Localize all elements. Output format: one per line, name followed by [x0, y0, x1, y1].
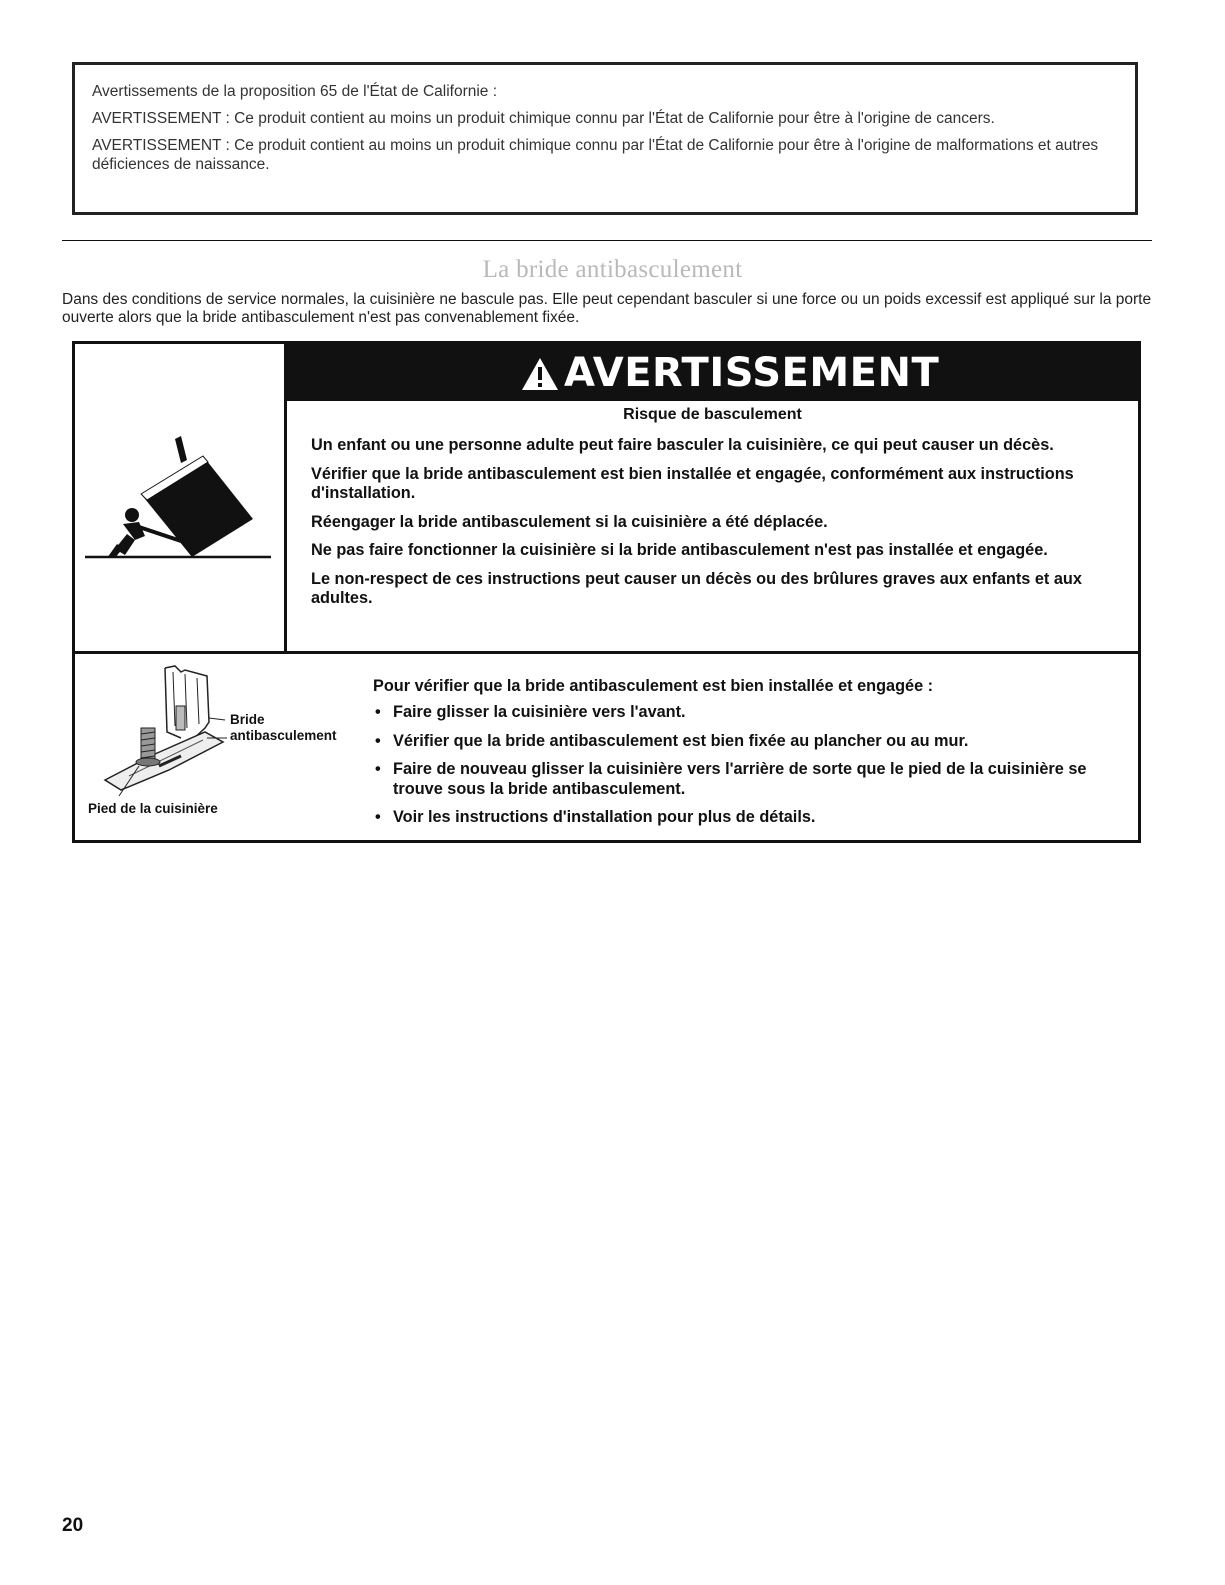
tip-over-child-range-icon: [75, 344, 284, 648]
bullet-icon: •: [375, 808, 381, 826]
section-title: La bride antibasculement: [482, 256, 743, 283]
warning-line: Un enfant ou une personne adulte peut faire basculer la cuisinière, ce qui peut causer un décès.: [311, 436, 1054, 454]
check-item: [373, 703, 1133, 723]
check-item-text: Faire glisser la cuisinière vers l'avant.: [393, 703, 686, 721]
foot-label: Pied de la cuisinière: [88, 801, 218, 816]
check-title: Pour vérifier que la bride antibasculement est bien installée et engagée :: [373, 677, 934, 695]
bracket-label-line-1: Bride: [230, 712, 265, 727]
warning-triangle-icon: [521, 357, 559, 391]
warning-line: Ne pas faire fonctionner la cuisinière si la bride antibasculement n'est pas installée et engagée.: [311, 541, 1048, 559]
anti-tip-bracket-icon: [85, 662, 235, 797]
warning-line: Vérifier que la bride antibasculement est bien installée et engagée, conformément aux instructions d'installation.: [311, 464, 1074, 502]
prop65-warning-box: [72, 62, 1138, 215]
section-divider: [62, 240, 1152, 241]
warning-lines: [311, 436, 1126, 618]
risk-title: Risque de basculement: [623, 406, 802, 423]
bullet-icon: •: [375, 760, 381, 778]
check-item: [373, 808, 1133, 828]
check-item-text: Voir les instructions d'installation pour plus de détails.: [393, 808, 816, 826]
check-item: [373, 732, 1133, 752]
warning-header: [287, 344, 1138, 401]
bullet-icon: •: [375, 703, 381, 721]
check-item: [373, 760, 1133, 799]
warning-line: Réengager la bride antibasculement si la cuisinière a été déplacée.: [311, 512, 828, 531]
tip-over-warning-box: [72, 341, 1141, 843]
check-list: [373, 703, 1133, 837]
prop65-warning-birth: AVERTISSEMENT : Ce produit contient au moins un produit chimique connu par l'État de Californie pour être à l'origine de malformations et autres déficiences de naissance.: [92, 137, 1099, 173]
warning-row-divider: [75, 651, 1138, 654]
warning-header-text: AVERTISSEMENT: [564, 350, 940, 396]
prop65-heading: Avertissements de la proposition 65 de l'État de Californie :: [92, 83, 498, 100]
check-item-text: Faire de nouveau glisser la cuisinière vers l'arrière de sorte que le pied de la cuisinière se trouve sous la bride antibasculement.: [393, 760, 1087, 798]
check-item-text: Vérifier que la bride antibasculement est bien fixée au plancher ou au mur.: [393, 731, 969, 750]
section-intro: Dans des conditions de service normales, la cuisinière ne bascule pas. Elle peut cependant basculer si une force ou un poids excessif est appliqué sur la porte ouverte alors que la bride antibasculement n'est pas convenablement fixée.: [62, 291, 1152, 326]
bracket-label: [230, 712, 337, 744]
prop65-warning-cancer: AVERTISSEMENT : Ce produit contient au moins un produit chimique connu par l'État de Californie pour être à l'origine de cancers.: [92, 110, 995, 127]
bracket-label-line-2: antibasculement: [230, 728, 337, 743]
warning-line: Le non-respect de ces instructions peut causer un décès ou des brûlures graves aux enfants et aux adultes.: [311, 569, 1082, 607]
tip-over-illustration-cell: [75, 344, 287, 651]
page-number: 20: [62, 1515, 84, 1536]
bullet-icon: •: [375, 731, 381, 750]
